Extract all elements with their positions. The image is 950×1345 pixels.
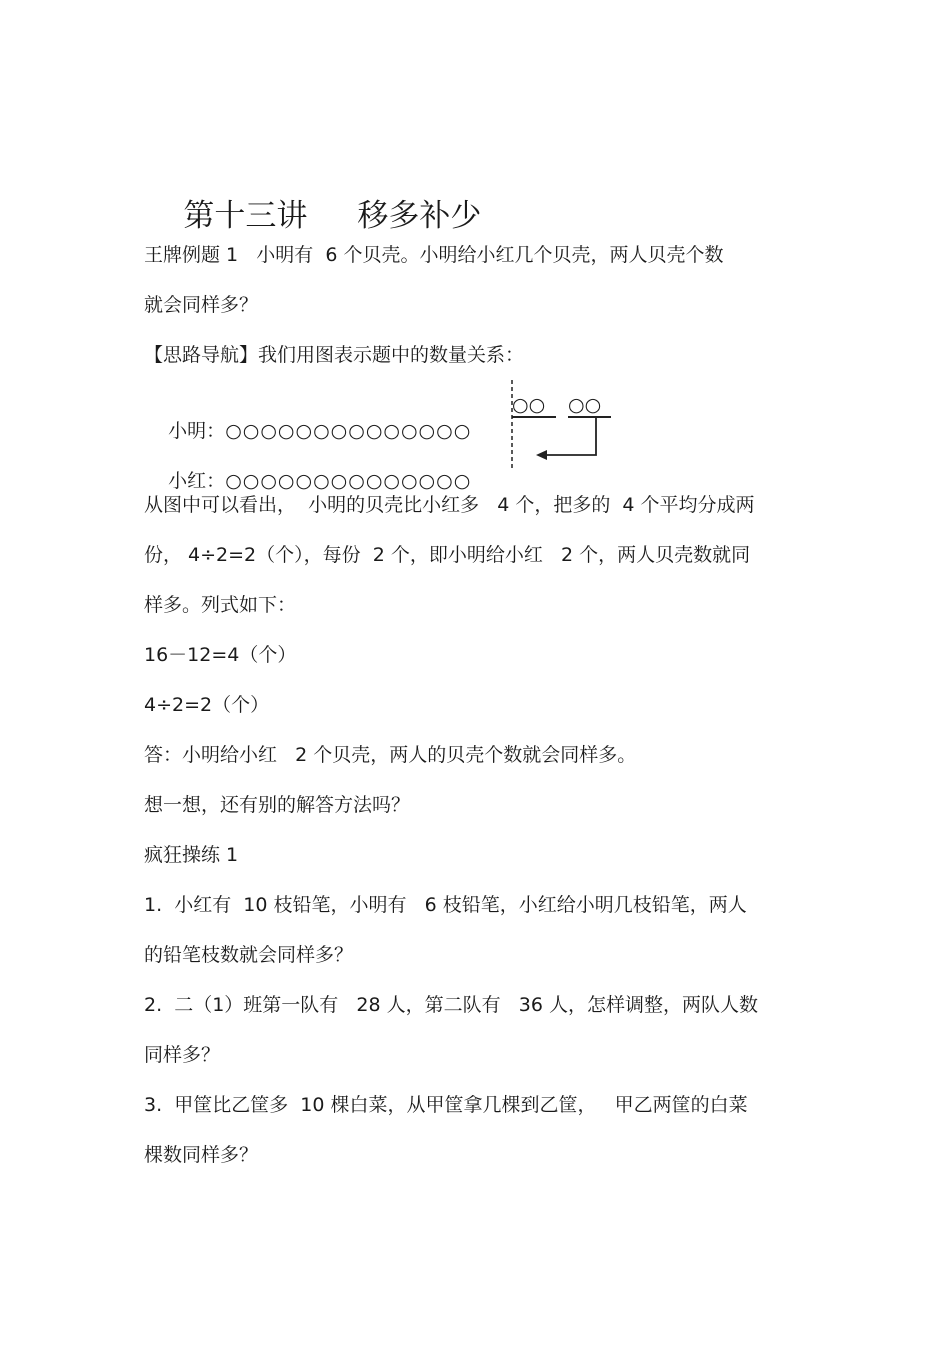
practice-q2-line-2: 同样多？ bbox=[144, 1044, 221, 1066]
equation-2: 4÷2=2（个） bbox=[144, 694, 270, 716]
explanation-line-2: 份， 4÷2=2（个），每份 2 个，即小明给小红 2 个，两人贝壳数就同 bbox=[144, 544, 751, 566]
practice-q3-line-2: 棵数同样多？ bbox=[144, 1144, 259, 1166]
practice-q3-line-1: 3. 甲筐比乙筐多 10 棵白菜，从甲筐拿几棵到乙筐， 甲乙两筐的白菜 bbox=[144, 1094, 748, 1116]
xiaohong-circles: ○○○○○○○○○○○○○○ bbox=[225, 470, 472, 492]
guide-heading: 【思路导航】我们用图表示题中的数量关系： bbox=[144, 344, 525, 366]
xiaoming-label: 小明： bbox=[168, 420, 226, 442]
extra-group-2: ○○ bbox=[568, 394, 602, 416]
xiaoming-circles: ○○○○○○○○○○○○○○ bbox=[225, 420, 472, 442]
extra-group-1: ○○ bbox=[512, 394, 546, 416]
transfer-arrow-line bbox=[545, 417, 596, 455]
answer-line: 答：小明给小红 2 个贝壳，两人的贝壳个数就会同样多。 bbox=[144, 744, 637, 766]
practice-q1-line-2: 的铅笔枝数就会同样多？ bbox=[144, 944, 354, 966]
practice-q1-line-1: 1. 小红有 10 枝铅笔，小明有 6 枝铅笔，小红给小明几枝铅笔，两人 bbox=[144, 894, 747, 916]
explanation-line-3: 样多。列式如下： bbox=[144, 594, 297, 616]
xiaohong-label: 小红： bbox=[168, 470, 226, 492]
example-line-2: 就会同样多？ bbox=[144, 294, 259, 316]
explanation-line-1: 从图中可以看出， 小明的贝壳比小红多 4 个，把多的 4 个平均分成两 bbox=[144, 494, 755, 516]
practice-heading: 疯狂操练 1 bbox=[144, 844, 239, 866]
equation-1: 16－12=4（个） bbox=[144, 644, 297, 666]
example-line-1: 王牌例题 1 小明有 6 个贝壳。小明给小红几个贝壳，两人贝壳个数 bbox=[144, 244, 724, 266]
arrow-head-icon bbox=[536, 450, 547, 460]
lesson-number: 第十三讲 bbox=[183, 198, 308, 234]
lesson-topic: 移多补少 bbox=[357, 198, 482, 234]
practice-q2-line-1: 2. 二（1）班第一队有 28 人，第二队有 36 人，怎样调整，两队人数 bbox=[144, 994, 758, 1016]
think-line: 想一想，还有别的解答方法吗？ bbox=[144, 794, 411, 816]
